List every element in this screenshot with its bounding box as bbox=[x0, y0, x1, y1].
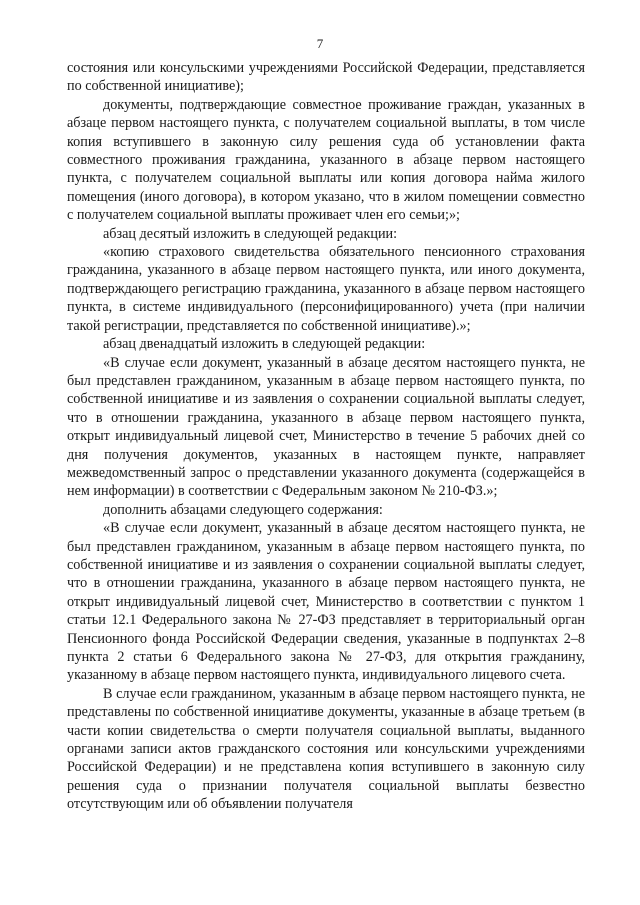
paragraph-amend-tenth: абзац десятый изложить в следующей редакции: bbox=[103, 225, 398, 242]
paragraph-amend-twelfth: абзац двенадцатый изложить в следующей редакции: bbox=[103, 336, 426, 353]
paragraph-personal-account: «В случае если документ, указанный в абзаце десятом настоящего пункта, не был представлен гражданином, указанным в абзаце первом настоящего пункта, по собственной инициативе и из заявления о сохранении социальной выплаты следует, что в отношении гражданина, указанного в абзаце первом настоящего пункта, не открыт индивидуальный лицевой счет, Министерство в соответствии с пунктом 1 статьи 12.1 Федерального закона № 27-ФЗ представляет в территориальный орган Пенсионного фонда Российской Федерации сведения, указанные в подпунктах 2–8 пункта 2 статьи 6 Федерального закона № 27-ФЗ, для открытия гражданину, указанному в абзаце первом настоящего пункта, индивидуального лицевого счета. bbox=[67, 520, 585, 684]
paragraph-continuation: состояния или консульскими учреждениями Российской Федерации, представляется по собственной инициативе); bbox=[67, 60, 585, 95]
paragraph-interagency-request: «В случае если документ, указанный в абзаце десятом настоящего пункта, не был представлен гражданином, указанным в абзаце первом настоящего пункта, по собственной инициативе и из заявления о сохранении социальной выплаты следует, что в отношении гражданина, указанного в абзаце первом настоящего пункта, открыт индивидуальный лицевой счет, Министерство в течение 5 рабочих дней со дня получения документов, указанных в настоящем пункте, направляет межведомственный запрос о представлении указанного документа (содержащейся в нем информации) в соответствии с Федеральным законом № 210-ФЗ.»; bbox=[67, 354, 585, 500]
paragraph-supplement: дополнить абзацами следующего содержания: bbox=[103, 501, 383, 518]
paragraph-insurance-certificate: «копию страхового свидетельства обязательного пенсионного страхования гражданина, указанного в абзаце первом настоящего пункта, или иного документа, подтверждающего регистрацию гражданина, указанного в абзаце первом настоящего пункта, в системе индивидуального (персонифицированного) учета (при наличии такой регистрации, представляется по собственной инициативе).»; bbox=[67, 244, 585, 334]
paragraph-cohabitation-documents: документы, подтверждающие совместное проживание граждан, указанных в абзаце первом настоящего пункта, с получателем социальной выплаты, в том числе копия вступившего в законную силу решения суда об установлении факта совместного проживания гражданина, указанного в абзаце первом настоящего пункта, с получателем социальной выплаты или копия договора найма жилого помещения (иного договора), в котором указано, что в жилом помещении совместно с получателем социальной выплаты проживает член его семьи;»; bbox=[67, 96, 585, 224]
document-body bbox=[67, 59, 585, 814]
paragraph-documents-not-submitted: В случае если гражданином, указанным в абзаце первом настоящего пункта, не представлены по собственной инициативе документы, указанные в абзаце третьем (в части копии свидетельства о смерти получателя социальной выплаты, выданного органами записи актов гражданского состояния или консульскими учреждениями Российской Федерации) и не представлена копия вступившего в законную силу решения суда о признании получателя социальной выплаты безвестно отсутствующим или об объявлении получателя bbox=[67, 685, 585, 813]
page-number: 7 bbox=[316, 36, 324, 51]
